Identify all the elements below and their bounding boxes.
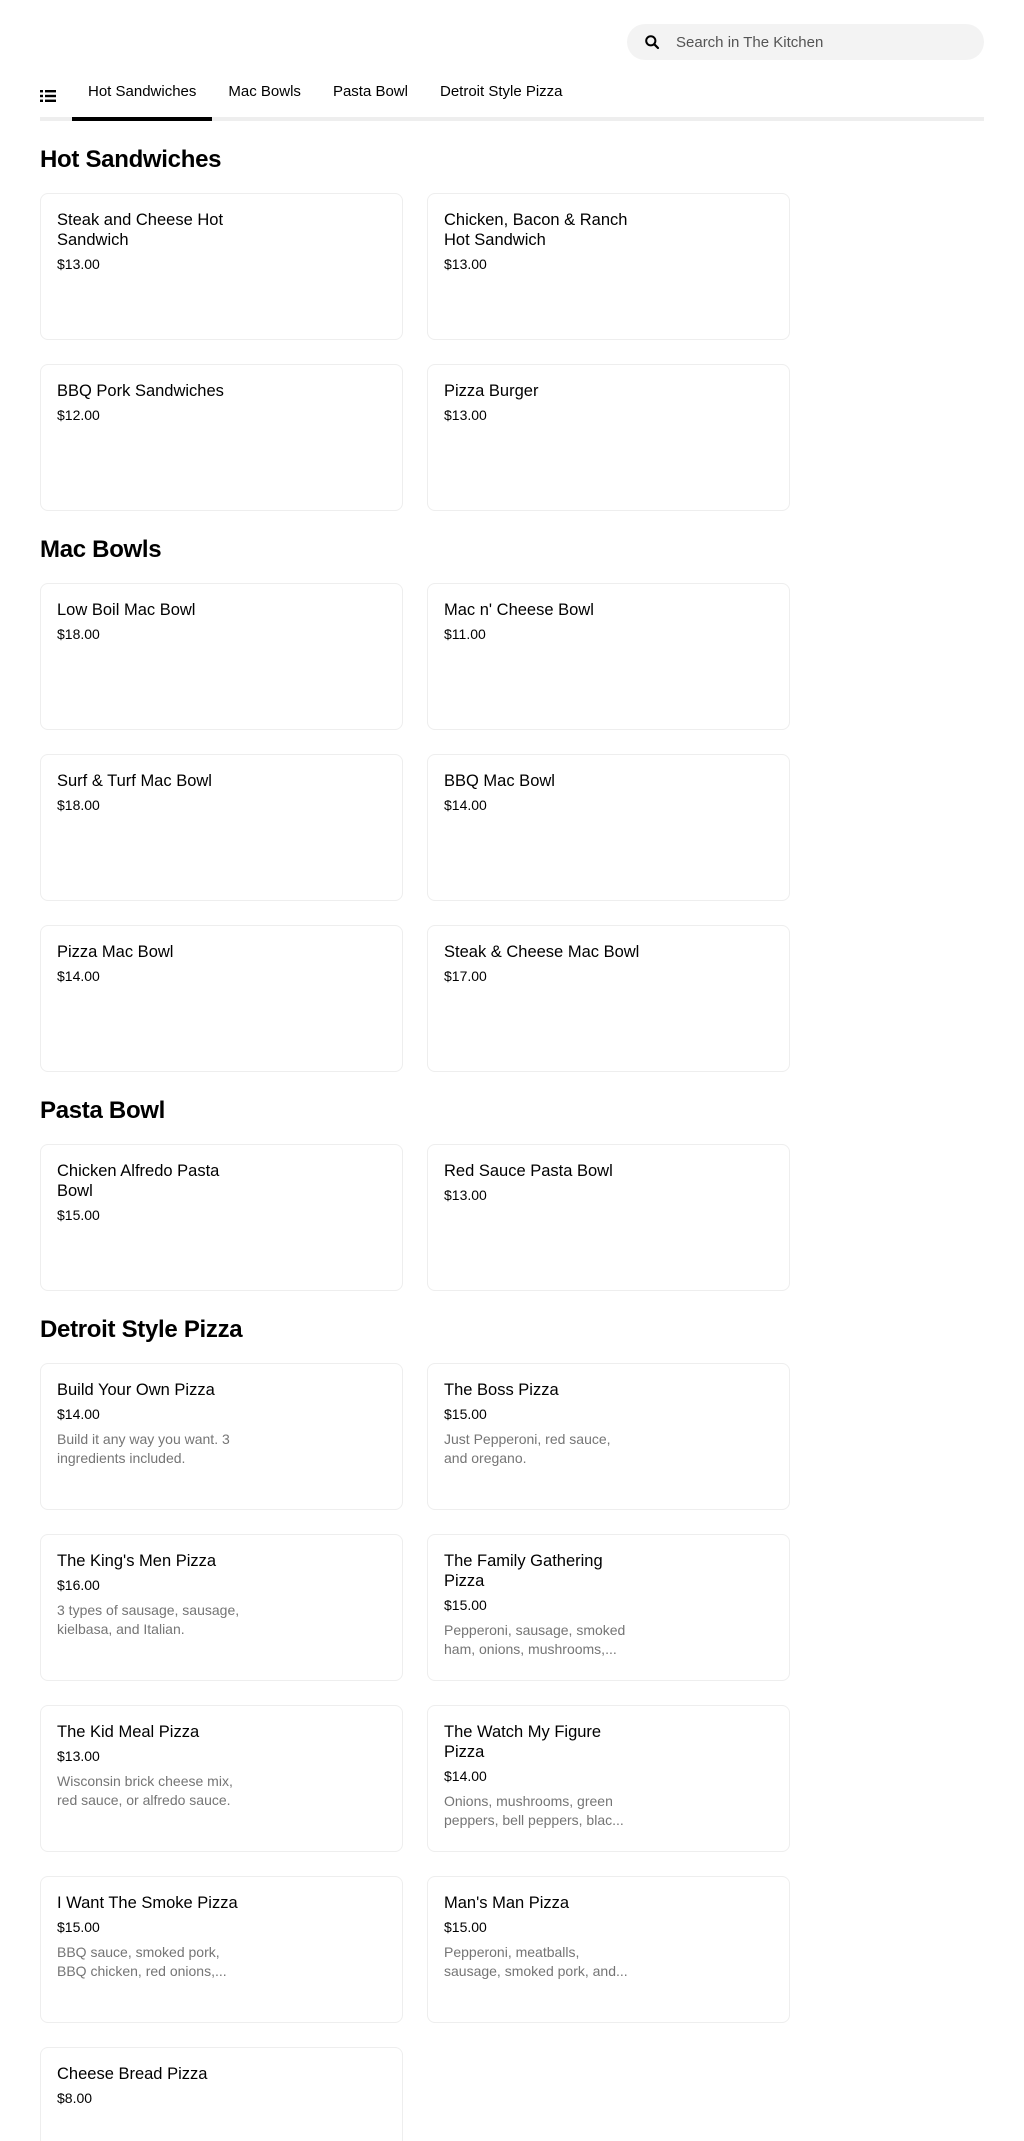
tab-hot-sandwiches[interactable]: Hot Sandwiches: [72, 74, 212, 121]
menu-item-card[interactable]: [427, 754, 790, 901]
menu-item-name: Chicken Alfredo Pasta Bowl: [57, 1162, 220, 1200]
menu-item-name: Pizza Mac Bowl: [57, 943, 174, 961]
menu-item-name: The Boss Pizza: [444, 1381, 559, 1399]
menu-item-description: 3 types of sausage, sausage, kielbasa, and Italian.: [57, 1602, 240, 1637]
section-title-pasta-bowl: Pasta Bowl: [40, 1097, 166, 1124]
menu-item-description: BBQ sauce, smoked pork, BBQ chicken, red onions,...: [57, 1944, 227, 1979]
menu-item-name: Surf & Turf Mac Bowl: [57, 772, 212, 790]
menu-item-card[interactable]: [40, 925, 403, 1072]
menu-item-price: $15.00: [57, 1207, 100, 1223]
menu-item-card[interactable]: [40, 1534, 403, 1681]
menu-item-price: $17.00: [444, 968, 487, 984]
menu-item-price: $14.00: [444, 797, 487, 813]
menu-item-description: Build it any way you want. 3 ingredients included.: [57, 1431, 230, 1466]
menu-item-description: Wisconsin brick cheese mix, red sauce, or alfredo sauce.: [57, 1773, 233, 1808]
menu-item-name: Man's Man Pizza: [444, 1894, 570, 1912]
menu-item-price: $13.00: [444, 256, 487, 272]
menu-item-price: $8.00: [57, 2090, 93, 2106]
menu-item-card[interactable]: [427, 1876, 790, 2023]
menu-item-card[interactable]: [40, 1876, 403, 2023]
menu-item-card[interactable]: [427, 925, 790, 1072]
menu-item-price: $11.00: [444, 626, 486, 642]
menu-item-name: Cheese Bread Pizza: [57, 2065, 208, 2083]
menu-item-name: Mac n' Cheese Bowl: [444, 601, 594, 619]
menu-item-card[interactable]: [40, 1144, 403, 1291]
menu-item-price: $14.00: [57, 968, 100, 984]
menu-item-name: BBQ Pork Sandwiches: [57, 382, 224, 400]
menu-item-price: $18.00: [57, 626, 100, 642]
menu-item-price: $13.00: [444, 407, 487, 423]
menu-item-name: The King's Men Pizza: [57, 1552, 217, 1570]
menu-item-card[interactable]: [40, 364, 403, 511]
menu-item-price: $12.00: [57, 407, 100, 423]
menu-item-description: Onions, mushrooms, green peppers, bell peppers, blac...: [444, 1793, 624, 1828]
menu-item-card[interactable]: [427, 1144, 790, 1291]
menu-item-card[interactable]: [40, 2047, 403, 2141]
menu-item-price: $14.00: [444, 1768, 487, 1784]
menu-item-name: The Kid Meal Pizza: [57, 1723, 200, 1741]
menu-item-card[interactable]: [40, 193, 403, 340]
menu-item-description: Pepperoni, sausage, smoked ham, onions, mushrooms,...: [444, 1622, 626, 1657]
menu-item-description: Pepperoni, meatballs, sausage, smoked pork, and...: [444, 1944, 628, 1979]
category-nav: [40, 74, 984, 121]
menu-item-name: Steak & Cheese Mac Bowl: [444, 943, 640, 961]
menu-item-price: $13.00: [57, 256, 100, 272]
menu-item-name: Pizza Burger: [444, 382, 539, 400]
menu-item-card[interactable]: [40, 1705, 403, 1852]
section-title-hot-sandwiches: Hot Sandwiches: [40, 146, 222, 173]
search-input[interactable]: [676, 34, 956, 51]
menu-item-name: I Want The Smoke Pizza: [57, 1894, 238, 1912]
menu-item-name: Low Boil Mac Bowl: [57, 601, 196, 619]
menu-item-price: $15.00: [444, 1406, 487, 1422]
search-bar[interactable]: [627, 24, 984, 60]
menu-item-name: BBQ Mac Bowl: [444, 772, 555, 790]
menu-item-name: Build Your Own Pizza: [57, 1381, 215, 1399]
menu-item-name: Chicken, Bacon & Ranch Hot Sandwich: [444, 211, 628, 249]
tab-mac-bowls[interactable]: Mac Bowls: [228, 83, 301, 100]
menu-item-card[interactable]: [427, 1363, 790, 1510]
menu-item-card[interactable]: [427, 583, 790, 730]
menu-item-name: The Watch My Figure Pizza: [444, 1723, 602, 1761]
menu-item-name: Red Sauce Pasta Bowl: [444, 1162, 613, 1180]
tab-detroit-style-pizza[interactable]: Detroit Style Pizza: [439, 83, 563, 100]
menu-item-card[interactable]: [427, 364, 790, 511]
list-menu-icon[interactable]: [40, 88, 56, 104]
menu-item-name: Steak and Cheese Hot Sandwich: [57, 211, 224, 249]
menu-item-price: $18.00: [57, 797, 100, 813]
menu-item-price: $15.00: [57, 1919, 100, 1935]
menu-item-card[interactable]: [40, 583, 403, 730]
category-tabs: [72, 74, 579, 121]
menu-item-description: Just Pepperoni, red sauce, and oregano.: [444, 1431, 611, 1466]
menu-item-price: $13.00: [444, 1187, 487, 1203]
section-title-detroit-style-pizza: Detroit Style Pizza: [40, 1316, 243, 1343]
menu-item-name: The Family Gathering Pizza: [444, 1552, 603, 1590]
menu-item-card[interactable]: [427, 193, 790, 340]
menu-item-card[interactable]: [40, 754, 403, 901]
search-icon: [644, 34, 660, 50]
menu-item-price: $16.00: [57, 1577, 100, 1593]
menu-item-price: $14.00: [57, 1406, 100, 1422]
menu-item-price: $15.00: [444, 1597, 487, 1613]
menu-item-price: $15.00: [444, 1919, 487, 1935]
section-title-mac-bowls: Mac Bowls: [40, 536, 162, 563]
tab-pasta-bowl[interactable]: Pasta Bowl: [332, 83, 408, 100]
menu-item-card[interactable]: [427, 1534, 790, 1681]
menu-item-card[interactable]: [40, 1363, 403, 1510]
menu-item-card[interactable]: [427, 1705, 790, 1852]
menu-item-price: $13.00: [57, 1748, 100, 1764]
